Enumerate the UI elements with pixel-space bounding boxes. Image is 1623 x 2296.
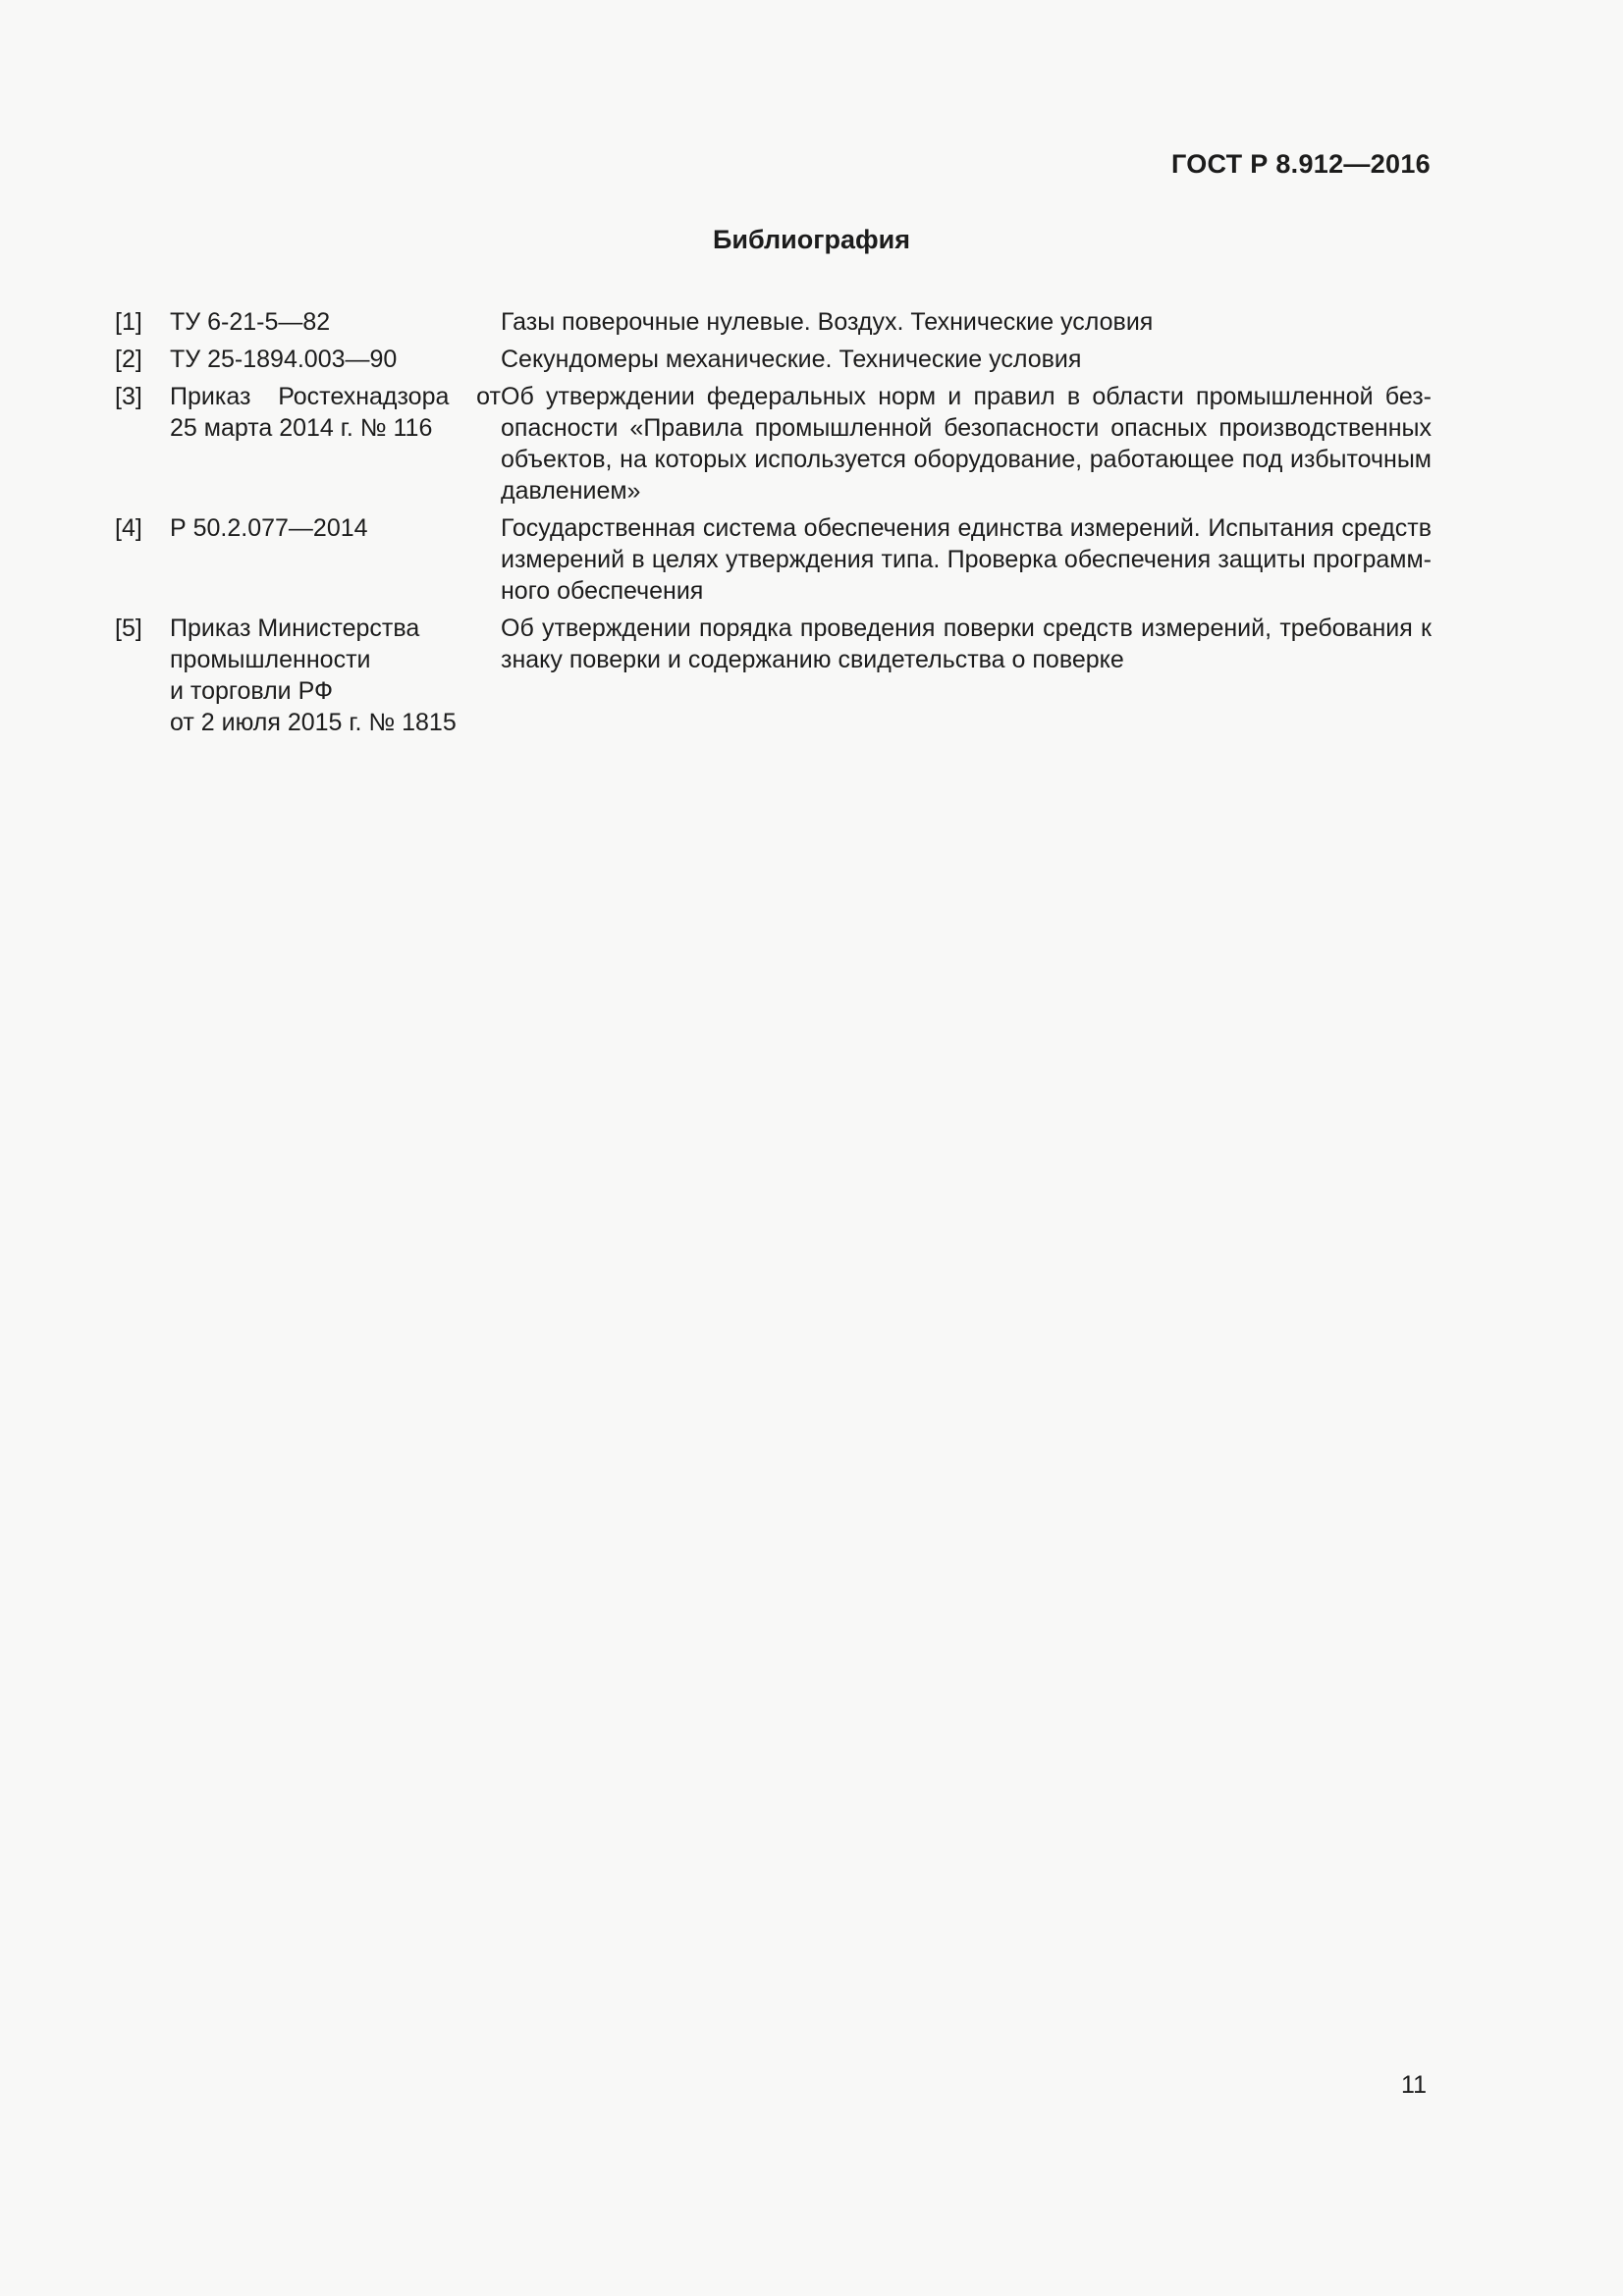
entry-number: [1] <box>115 308 142 336</box>
entry-title: Государственная система обеспечения единства измерений. Испытания средств измерений в целях утверждения типа. Проверка обеспечения защиты программ-ного обеспечения <box>501 514 1432 605</box>
entry-reference-line: промышленности <box>170 646 371 673</box>
entry-reference-line: Р 50.2.077—2014 <box>170 514 368 542</box>
entry-reference <box>170 381 501 444</box>
entry-reference-line: Приказ Министерства <box>170 614 420 642</box>
entry-reference <box>170 344 501 375</box>
entry-title: Газы поверочные нулевые. Воздух. Технические условия <box>501 308 1154 336</box>
bibliography-entry <box>115 306 1432 338</box>
entry-number: [3] <box>115 383 142 410</box>
entry-number: [2] <box>115 346 142 373</box>
entry-title: Секундомеры механические. Технические условия <box>501 346 1082 373</box>
entry-reference-line: от 2 июля 2015 г. № 1815 <box>170 709 457 736</box>
entry-title: Об утверждении порядка проведения поверки средств измерений, требования к знаку поверки и содержанию свидетельства о поверке <box>501 614 1432 673</box>
entry-reference-line: ТУ 6-21-5—82 <box>170 308 331 336</box>
bibliography-entry <box>115 613 1432 738</box>
entry-title: Об утверждении федеральных норм и правил в области промышленной без-опасности «Правила промышленной безопасности опасных производственных объектов, на которых используется оборудование, работающее под избыточным давлением» <box>501 383 1432 505</box>
document-code: ГОСТ Р 8.912—2016 <box>1170 149 1431 179</box>
entry-reference <box>170 306 501 338</box>
bibliography-entry <box>115 344 1432 375</box>
entry-reference-line: 25 марта 2014 г. № 116 <box>170 414 433 442</box>
entry-number: [4] <box>115 514 142 542</box>
entry-reference <box>170 512 501 544</box>
bibliography-entry <box>115 381 1432 507</box>
bibliography-entry <box>115 512 1432 607</box>
entry-reference-line: Приказ Ростехнадзора от <box>170 383 501 410</box>
entry-reference-line: ТУ 25-1894.003—90 <box>170 346 398 373</box>
entry-number: [5] <box>115 614 142 642</box>
entry-reference-line: и торговли РФ <box>170 677 333 705</box>
entry-reference <box>170 613 501 738</box>
bibliography-list <box>115 306 1432 744</box>
section-title: Библиография <box>713 225 910 254</box>
page-number: 11 <box>1401 2071 1427 2099</box>
